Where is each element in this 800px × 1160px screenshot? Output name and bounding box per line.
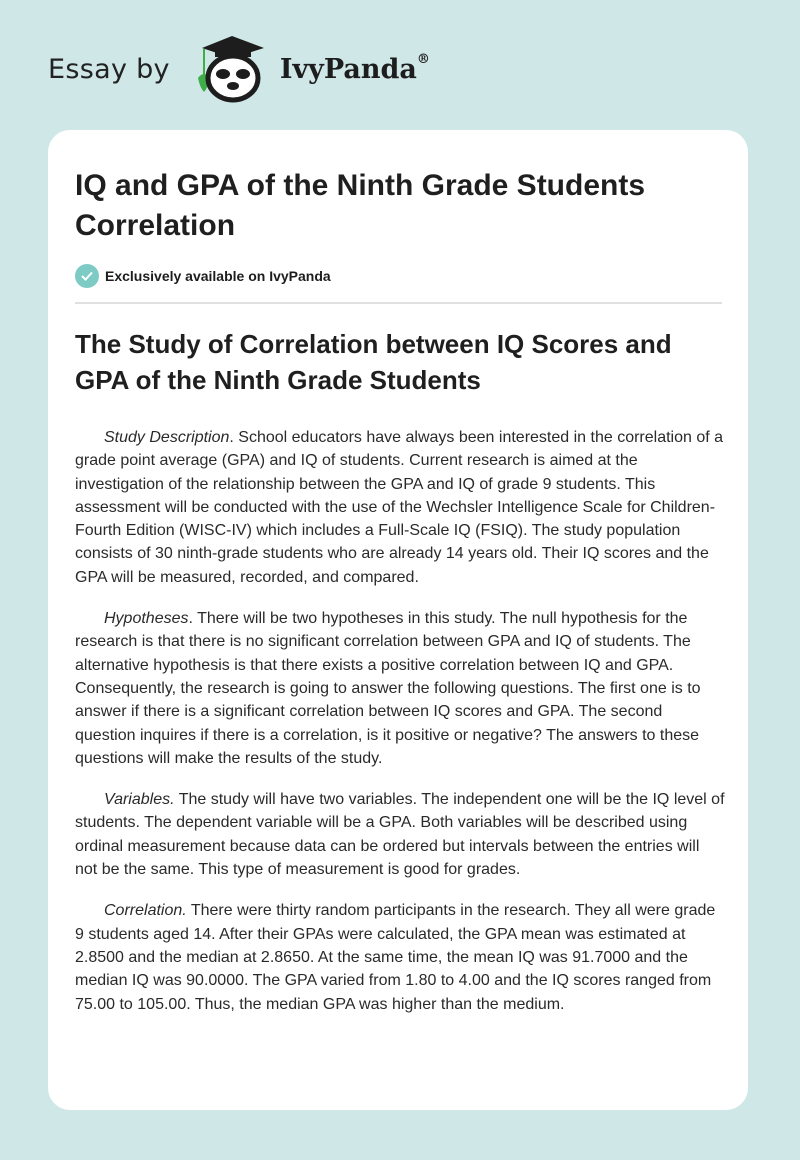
essay-card	[48, 130, 748, 1110]
paragraph-study-description: Study Description. School educators have always been interested in the correlation of a grade point average (GPA) and IQ of students. Current research is aimed at the investigation of the relationship between the GPA and IQ of grade 9 students. This assessment will be conducted with the use of the Wechsler Intelligence Scale for Children-Fourth Edition (WISC-IV) which includes a Full-Scale IQ (FSIQ). The study population consists of 30 ninth-grade students who are already 14 years old. Their IQ scores and the GPA will be measured, recorded, and compared.	[75, 429, 724, 586]
paragraph-correlation: Correlation. There were thirty random participants in the research. They all were grade 9 students aged 14. After their GPAs were calculated, the GPA mean was estimated at 2.8500 and the median at 2.8650. At the same time, the mean IQ was 91.7000 and the median IQ was 90.0000. The GPA varied from 1.80 to 4.00 and the IQ scores ranged from 75.00 to 105.00. Thus, the median GPA was higher than the medium.	[75, 902, 716, 1013]
ivypanda-panda-logo-icon	[188, 34, 278, 104]
exclusive-label: Exclusively available on IvyPanda	[105, 268, 331, 284]
essay-by-label: Essay by	[48, 53, 170, 85]
essay-body	[75, 426, 725, 1034]
brand-header	[48, 34, 430, 104]
section-heading: The Study of Correlation between IQ Scores and GPA of the Ninth Grade Students	[75, 329, 672, 395]
paragraph-hypotheses: Hypotheses. There will be two hypotheses in this study. The null hypothesis for the research is that there is no significant correlation between GPA and IQ of students. The alternative hypothesis is that there exists a positive correlation between IQ and GPA. Consequently, the research is going to answer the following questions. The first one is to answer if there is a significant correlation between IQ scores and GPA. The second question inquires if there is a correlation, is it positive or negative? The answers to these questions will make the results of the study.	[75, 610, 701, 767]
paragraph-variables: Variables. The study will have two variables. The independent one will be the IQ level of students. The dependent variable will be a GPA. Both variables will be described using ordinal measurement because data can be ordered but intervals between the entries will not be the same. This type of measurement is good for grades.	[75, 791, 725, 879]
check-icon	[75, 264, 99, 288]
exclusive-badge	[75, 264, 331, 288]
divider	[75, 302, 722, 304]
page-title: IQ and GPA of the Ninth Grade Students Correlation	[75, 169, 646, 242]
brand-name: IvyPanda®	[279, 51, 430, 85]
